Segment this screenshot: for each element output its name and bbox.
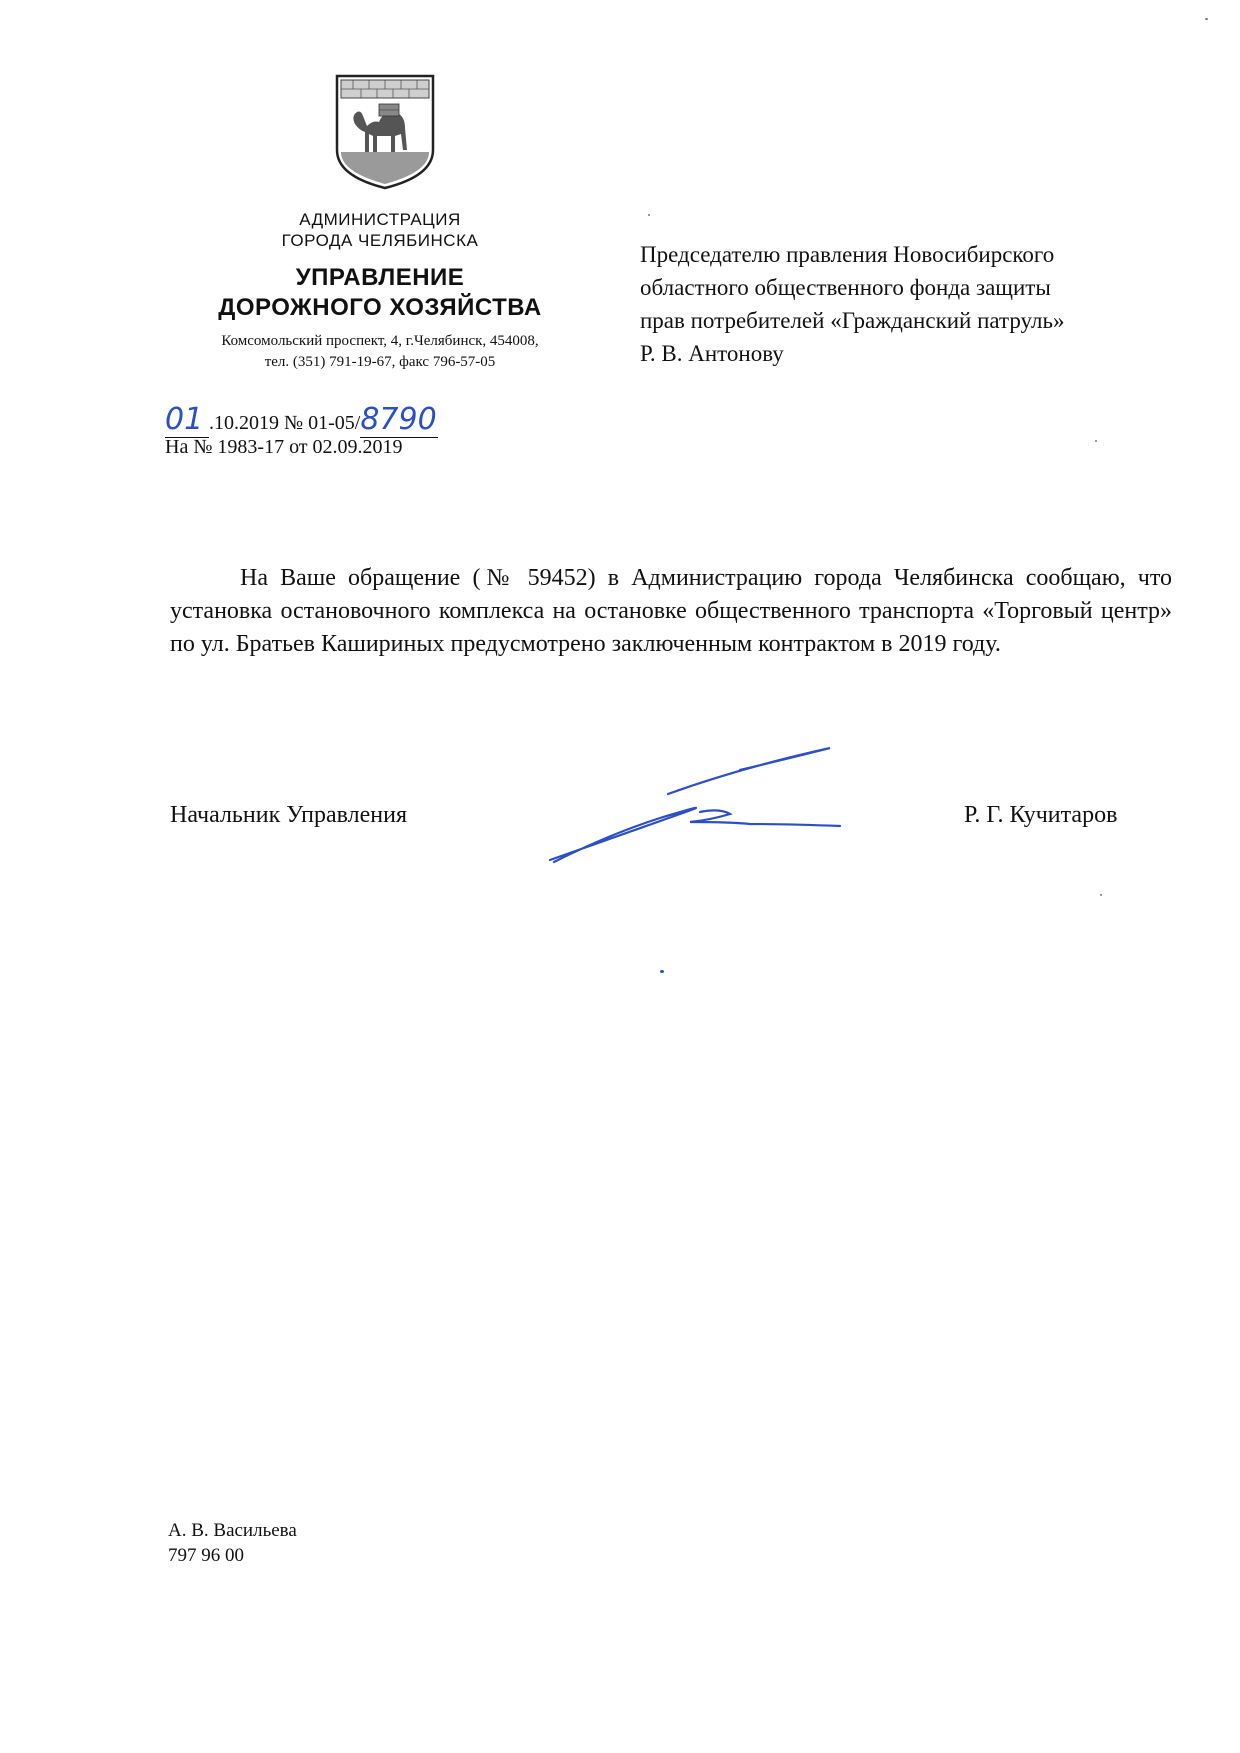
letter-body: На Ваше обращение (№ 59452) в Администрацию города Челябинска сообщаю, что установка остановочного комплекса на остановке общественного транспорта «Торговый центр» по ул. Братьев Кашириных предусмотрено заключенным контрактом в 2019 году. (170, 565, 1172, 657)
scan-speck (660, 970, 664, 973)
outgoing-date: .10.2019 № 01-05/ (209, 412, 361, 434)
scan-speck (648, 214, 650, 216)
admin-title: АДМИНИСТРАЦИЯ (299, 210, 461, 229)
admin-city: ГОРОДА ЧЕЛЯБИНСКА (281, 231, 479, 250)
signer-position: Начальник Управления (170, 802, 407, 828)
dept-title-line2: ДОРОЖНОГО ХОЗЯЙСТВА (218, 294, 542, 321)
coat-of-arms-icon (333, 72, 437, 192)
addressee-line: Председателю правления Новосибирского (640, 242, 1055, 267)
executor-phone: 797 96 00 (168, 1545, 244, 1566)
signer-name: Р. Г. Кучитаров (964, 802, 1118, 828)
scan-speck (1095, 440, 1097, 442)
addressee-name: Р. В. Антонову (640, 341, 784, 366)
dept-title-line1: УПРАВЛЕНИЕ (295, 264, 465, 291)
dept-address: Комсомольский проспект, 4, г.Челябинск, 454008, (221, 333, 539, 349)
addressee-block (640, 238, 1160, 370)
outgoing-number (165, 402, 438, 438)
scan-speck (1205, 18, 1208, 20)
handwritten-day: 01 (165, 402, 209, 438)
dept-phones: тел. (351) 791-19-67, факс 796-57-05 (264, 354, 496, 370)
handwritten-signature-icon (540, 738, 900, 878)
reply-reference: На № 1983-17 от 02.09.2019 (165, 436, 403, 458)
addressee-line: прав потребителей «Гражданский патруль» (640, 308, 1065, 333)
scan-speck (1100, 894, 1102, 896)
addressee-line: областного общественного фонда защиты (640, 275, 1051, 300)
executor-name: А. В. Васильева (168, 1520, 297, 1541)
handwritten-number: 8790 (360, 402, 437, 437)
